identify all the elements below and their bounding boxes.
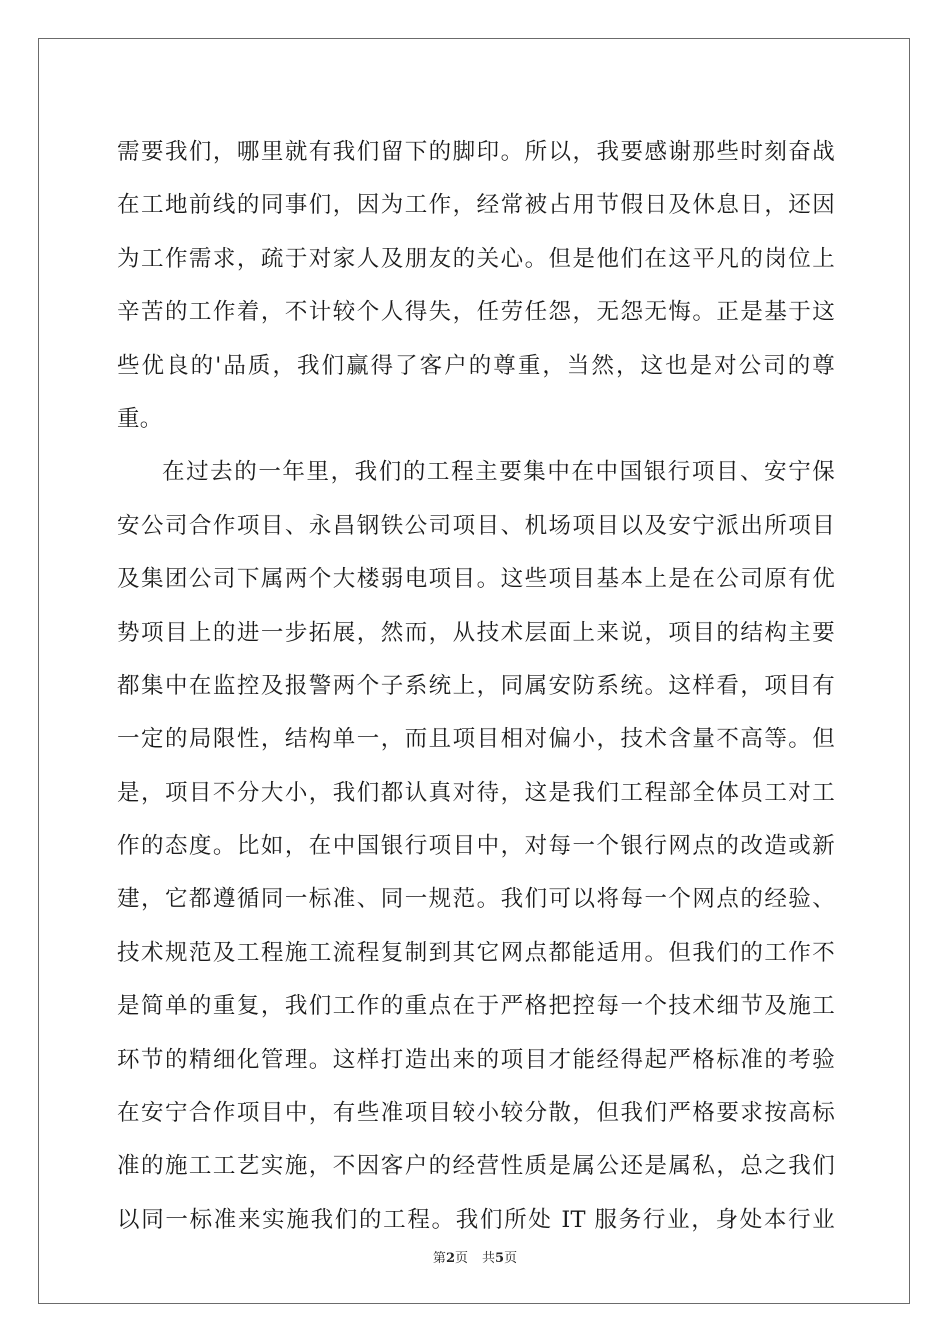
text-line: 在过去的一年里，我们的工程主要集中在中国银行项目、安宁保 [162,459,835,486]
text-line: 重。 [117,405,163,432]
text-line: 安公司合作项目、永昌钢铁公司项目、机场项目以及安宁派出所项目 [117,512,835,539]
text-line: 是简单的重复，我们工作的重点在于严格把控每一个技术细节及施工 [117,993,835,1020]
text-line: 建，它都遵循同一标准、同一规范。我们可以将每一个网点的经验、 [117,886,835,913]
text-line: 需要我们，哪里就有我们留下的脚印。所以，我要感谢那些时刻奋战 [117,139,835,165]
text-line: 作的态度。比如，在中国银行项目中，对每一个银行网点的改造或新 [117,833,835,860]
page-total-count: 5 [495,1251,505,1266]
text-line: 是，项目不分大小，我们都认真对待，这是我们工程部全体员工对工 [117,779,835,806]
document-body [117,126,835,1247]
text-line: 些优良的'品质，我们赢得了客户的尊重，当然，这也是对公司的尊 [117,352,835,379]
page-total-prefix: 共 [482,1251,496,1266]
text-line: 技术规范及工程施工流程复制到其它网点都能适用。但我们的工作不 [117,939,835,966]
page-number-suffix: 页 [454,1251,468,1266]
page-number-current: 2 [445,1251,455,1266]
text-line: 在工地前线的同事们，因为工作，经常被占用节假日及休息日，还因 [117,192,835,219]
text-line: 在安宁合作项目中，有些准项目较小较分散，但我们严格要求按高标 [117,1100,835,1127]
text-line: 势项目上的进一步拓展，然而，从技术层面上来说，项目的结构主要 [117,619,835,646]
text-line: 辛苦的工作着，不计较个人得失，任劳任怨，无怨无悔。正是基于这 [117,299,835,326]
text-line: 一定的局限性，结构单一，而且项目相对偏小，技术含量不高等。但 [117,726,835,753]
page-footer [0,1247,950,1266]
text-line: 都集中在监控及报警两个子系统上，同属安防系统。这样看，项目有 [117,672,835,699]
page-total-suffix: 页 [504,1251,518,1266]
page-number-prefix: 第 [432,1251,446,1266]
text-line: 准的施工工艺实施，不因客户的经营性质是属公还是属私，总之我们 [117,1153,835,1180]
text-line: 环节的精细化管理。这样打造出来的项目才能经得起严格标准的考验 [117,1046,835,1073]
text-line: 以同一标准来实施我们的工程。我们所处 IT 服务行业，身处本行业 [117,1206,835,1233]
text-line: 为工作需求，疏于对家人及朋友的关心。但是他们在这平凡的岗位上 [117,245,835,272]
text-line: 及集团公司下属两个大楼弱电项目。这些项目基本上是在公司原有优 [117,566,835,593]
